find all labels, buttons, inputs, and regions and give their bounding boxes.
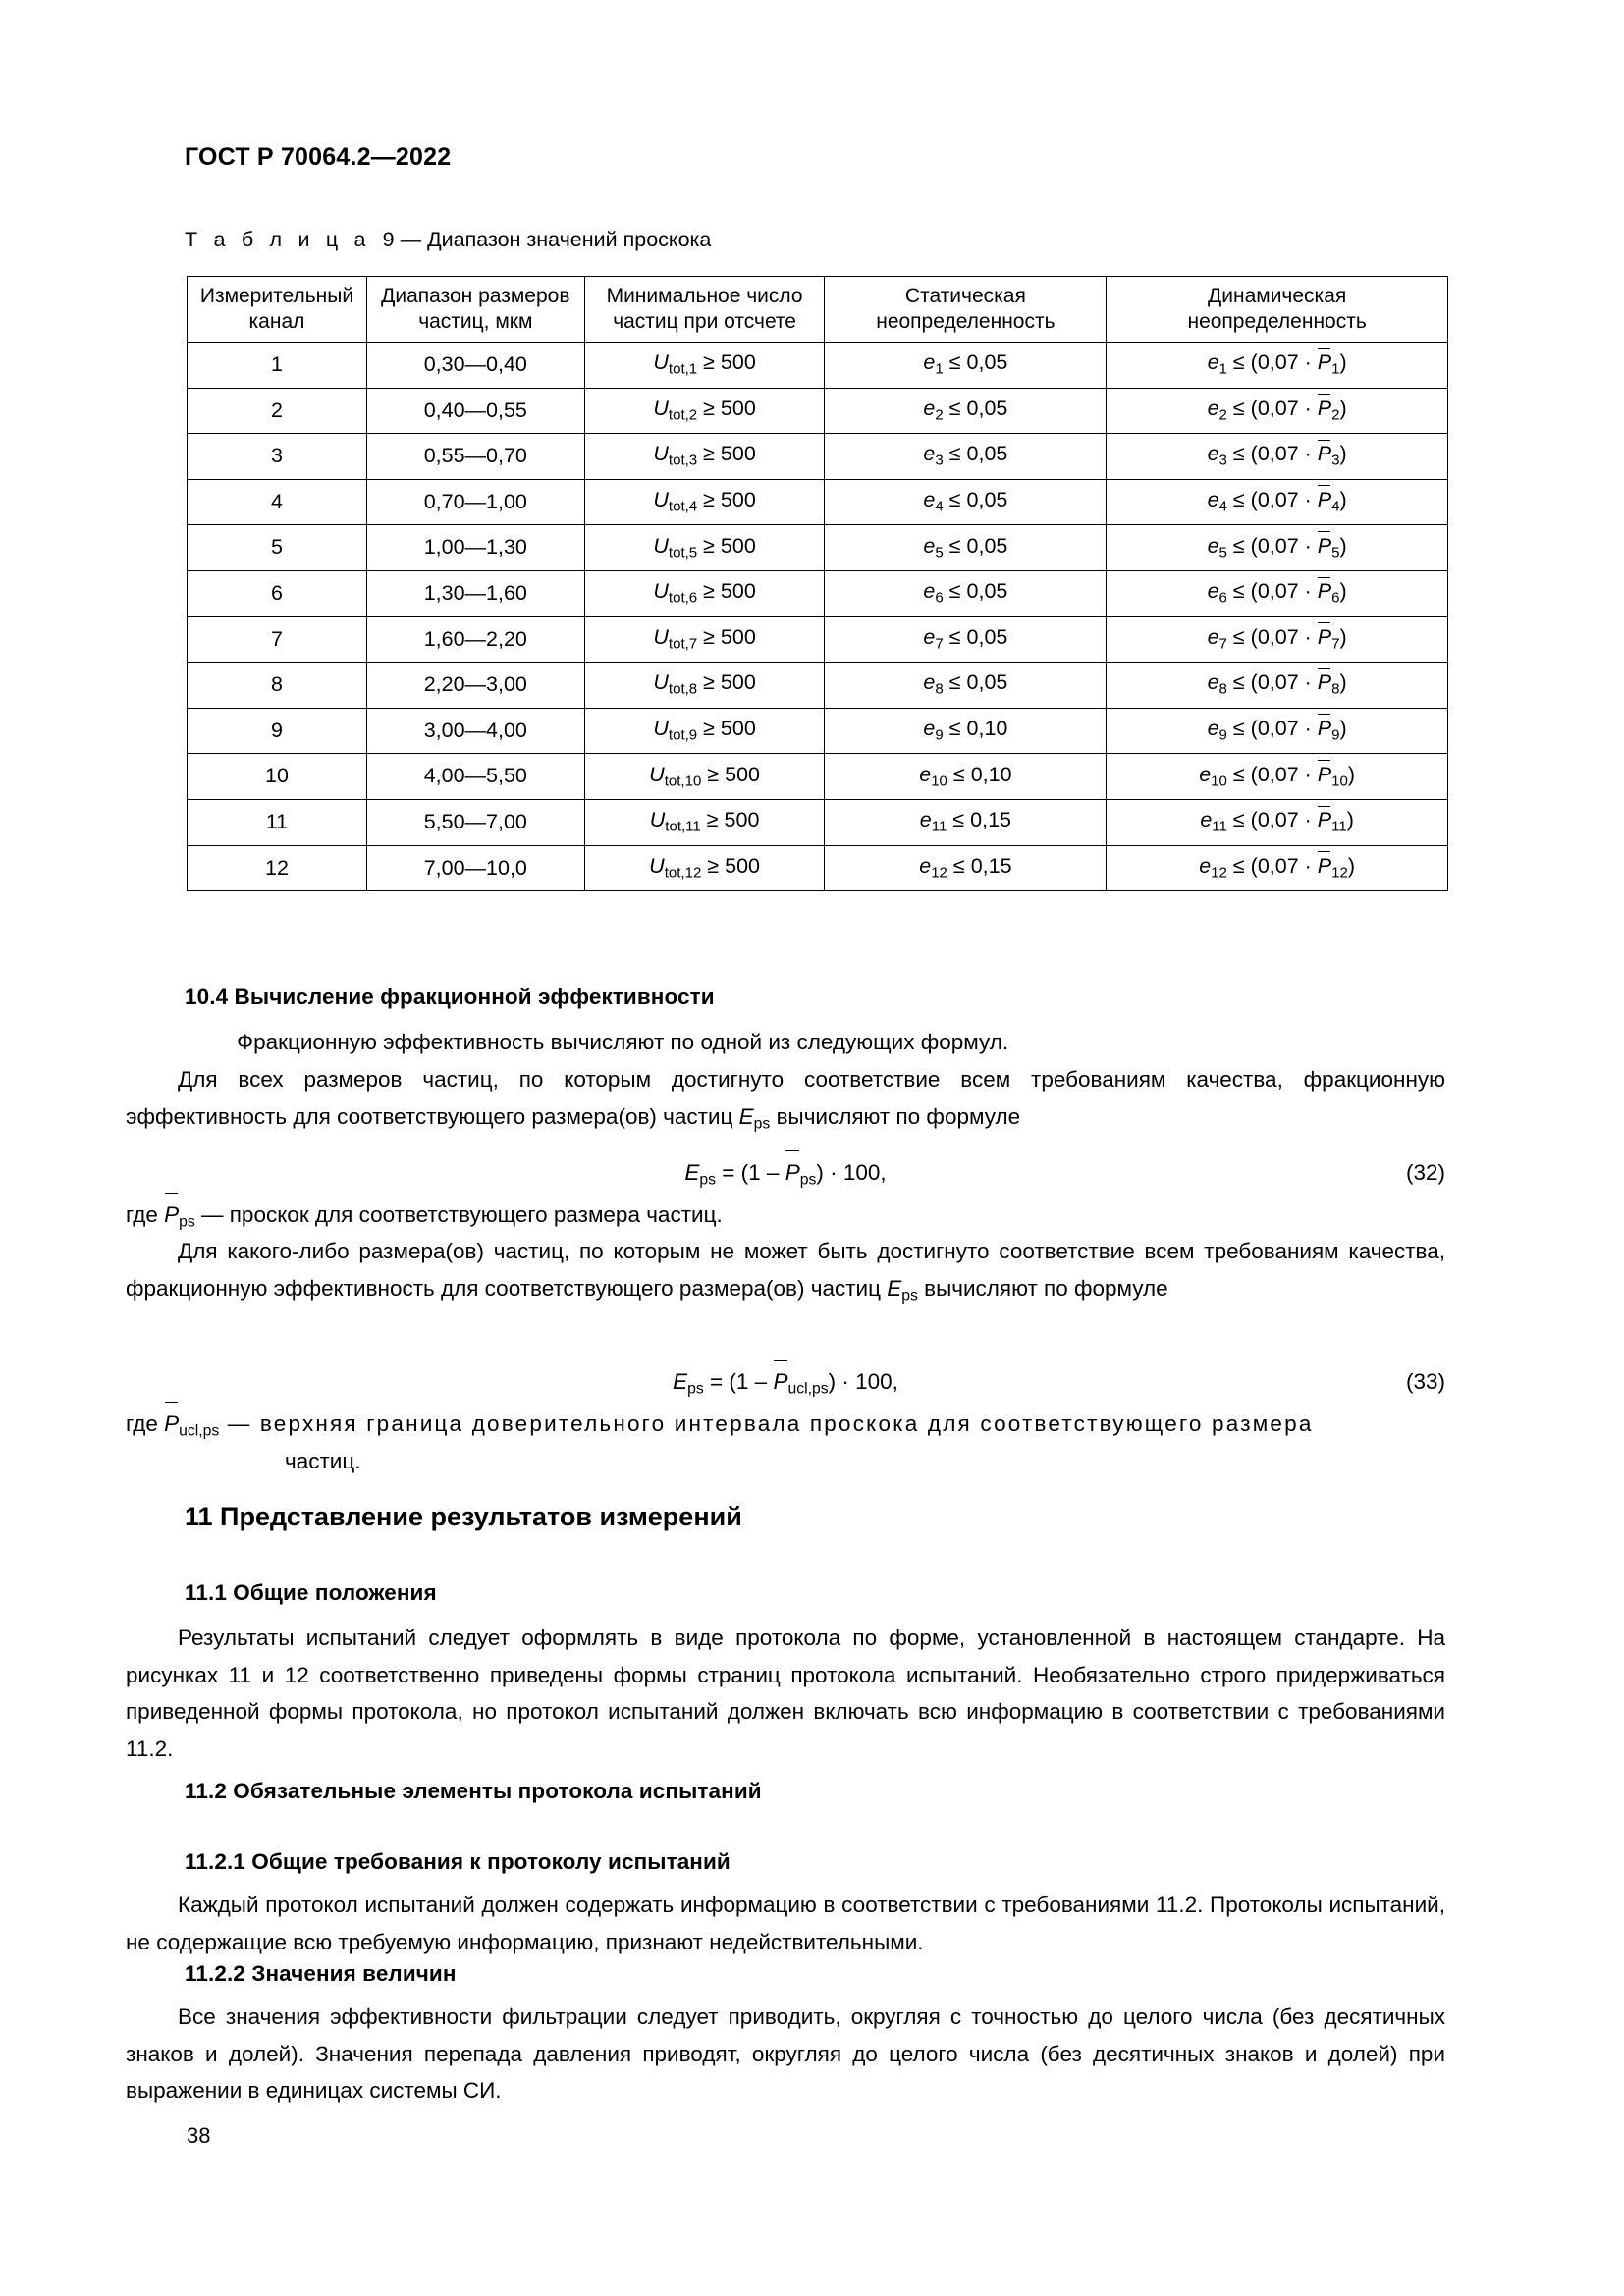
- cell-dynamic-uncertainty: $e_{11} \le (0,07 \cdot P_{11})$: [1107, 799, 1448, 845]
- cell-static-uncertainty: $e_8 \le 0,05$: [825, 663, 1107, 709]
- cell-min-count: $U_{tot,6} \ge 500$: [584, 570, 825, 616]
- cell-min-count: $U_{tot,12} \ge 500$: [584, 845, 825, 891]
- cell-static-uncertainty: $e_7 \le 0,05$: [825, 616, 1107, 663]
- heading-11-2: 11.2 Обязательные элементы протокола испытаний: [185, 1779, 762, 1803]
- cell-dynamic-uncertainty: $e_7 \le (0,07 \cdot P_7)$: [1107, 616, 1448, 663]
- cell-size-range: 0,55—0,70: [366, 434, 584, 480]
- cell-min-count: $U_{tot,4} \ge 500$: [584, 479, 825, 525]
- table-caption-label: Т а б л и ц а: [185, 228, 371, 251]
- p-bar-ucl-ps-where: P: [164, 1406, 179, 1443]
- table-row: [188, 845, 1448, 891]
- cell-min-count: $U_{tot,1} \ge 500$: [584, 343, 825, 389]
- table-caption-number: 9: [382, 228, 395, 251]
- p-bar-ps-where: P: [164, 1197, 179, 1234]
- cell-dynamic-uncertainty: $e_1 \le (0,07 \cdot P_1)$: [1107, 343, 1448, 389]
- cell-static-uncertainty: $e_{10} \le 0,10$: [825, 754, 1107, 800]
- cell-size-range: 5,50—7,00: [366, 799, 584, 845]
- column-header-channel: Измерительный канал: [188, 277, 367, 343]
- cell-channel: 4: [188, 479, 367, 525]
- paragraph-10-4-2: Для всех размеров частиц, по которым достигнуто соответствие всем требованиям качества, фракционную эффективность для соответствующего размера(ов) частиц $E_{ps}$ вычисляют по формуле: [126, 1067, 1445, 1133]
- cell-channel: 11: [188, 799, 367, 845]
- table-row: [188, 616, 1448, 663]
- cell-channel: 6: [188, 570, 367, 616]
- cell-channel: 3: [188, 434, 367, 480]
- cell-static-uncertainty: $e_3 \le 0,05$: [825, 434, 1107, 480]
- table-body: [188, 343, 1448, 891]
- formula-33-number: (33): [1405, 1369, 1445, 1394]
- cell-size-range: 1,60—2,20: [366, 616, 584, 663]
- cell-channel: 9: [188, 708, 367, 754]
- cell-static-uncertainty: $e_9 \le 0,10$: [825, 708, 1107, 754]
- cell-size-range: 0,30—0,40: [366, 343, 584, 389]
- cell-dynamic-uncertainty: $e_8 \le (0,07 \cdot P_8)$: [1107, 663, 1448, 709]
- heading-10-4: 10.4 Вычисление фракционной эффективности: [185, 985, 715, 1009]
- paragraph-10-4-1: Фракционную эффективность вычисляют по одной из следующих формул.: [237, 1030, 1009, 1054]
- heading-11-1: 11.1 Общие положения: [185, 1580, 437, 1605]
- cell-dynamic-uncertainty: $e_5 \le (0,07 \cdot P_5)$: [1107, 525, 1448, 571]
- cell-channel: 7: [188, 616, 367, 663]
- table-row: [188, 708, 1448, 754]
- formula-32-number: (32): [1405, 1160, 1445, 1185]
- cell-min-count: $U_{tot,2} \ge 500$: [584, 388, 825, 434]
- table-row: [188, 754, 1448, 800]
- cell-size-range: 7,00—10,0: [366, 845, 584, 891]
- cell-static-uncertainty: $e_4 \le 0,05$: [825, 479, 1107, 525]
- paragraph-11-2-1: Каждый протокол испытаний должен содержать информацию в соответствии с требованиями 11.2. Протоколы испытаний, не содержащие всю требуемую информацию, признают недействительными.: [126, 1893, 1445, 1954]
- formula-33: $E_{ps} = (1 - P_{ucl,ps}) \cdot 100$, (33): [126, 1363, 1445, 1408]
- cell-min-count: $U_{tot,9} \ge 500$: [584, 708, 825, 754]
- p-bar-ps: P: [785, 1154, 800, 1192]
- column-header-size-range: Диапазон размеров частиц, мкм: [366, 277, 584, 343]
- cell-min-count: $U_{tot,8} \ge 500$: [584, 663, 825, 709]
- cell-min-count: $U_{tot,5} \ge 500$: [584, 525, 825, 571]
- cell-dynamic-uncertainty: $e_6 \le (0,07 \cdot P_6)$: [1107, 570, 1448, 616]
- heading-11-2-2: 11.2.2 Значения величин: [185, 1961, 457, 1986]
- paragraph-11-1: Результаты испытаний следует оформлять в виде протокола по форме, установленной в настоящем стандарте. На рисунках 11 и 12 соответственно приведены формы страниц протокола испытаний. Необязательно строго придерживаться приведенной формы протокола, но протокол испытаний должен включать всю информацию в соответствии с требованиями 11.2.: [126, 1626, 1445, 1761]
- cell-static-uncertainty: $e_5 \le 0,05$: [825, 525, 1107, 571]
- table-caption-dash: —: [400, 228, 422, 251]
- running-head: ГОСТ Р 70064.2—2022: [185, 143, 452, 171]
- cell-channel: 2: [188, 388, 367, 434]
- formula-32: $E_{ps} = (1 - P_{ps}) \cdot 100$, (32): [126, 1154, 1445, 1199]
- table-row: [188, 525, 1448, 571]
- cell-channel: 1: [188, 343, 367, 389]
- table-caption: [185, 228, 711, 252]
- cell-dynamic-uncertainty: $e_4 \le (0,07 \cdot P_4)$: [1107, 479, 1448, 525]
- cell-channel: 12: [188, 845, 367, 891]
- where-clause-32: где $P_{ps}$ — проскок для соответствующего размера частиц.: [126, 1197, 1445, 1241]
- cell-min-count: $U_{tot,7} \ge 500$: [584, 616, 825, 663]
- heading-11-2-1: 11.2.1 Общие требования к протоколу испытаний: [185, 1849, 731, 1874]
- table-caption-title: Диапазон значений проскока: [427, 228, 712, 251]
- where-clause-33: где $P_{ucl,ps}$ — верхняя граница доверительного интервала проскока для соответствующего размера: [126, 1406, 1445, 1450]
- cell-static-uncertainty: $e_1 \le 0,05$: [825, 343, 1107, 389]
- column-header-static-uncertainty: Статическая неопределенность: [825, 277, 1107, 343]
- cell-static-uncertainty: $e_{12} \le 0,15$: [825, 845, 1107, 891]
- cell-static-uncertainty: $e_6 \le 0,05$: [825, 570, 1107, 616]
- table-row: [188, 663, 1448, 709]
- cell-dynamic-uncertainty: $e_3 \le (0,07 \cdot P_3)$: [1107, 434, 1448, 480]
- table-header-row: [188, 277, 1448, 343]
- cell-dynamic-uncertainty: $e_9 \le (0,07 \cdot P_9)$: [1107, 708, 1448, 754]
- table-row: [188, 343, 1448, 389]
- table-row: [188, 799, 1448, 845]
- where-clause-33-line2: частиц.: [285, 1449, 361, 1473]
- table-row: [188, 479, 1448, 525]
- table-9: [187, 276, 1448, 891]
- paragraph-11-2-2: Все значения эффективности фильтрации следует приводить, округляя с точностью до целого числа (без десятичных знаков и долей). Значения перепада давления приводят, округляя до целого числа (без десятичных знаков и долей) при выражении в единицах системы СИ.: [126, 2004, 1445, 2104]
- cell-channel: 10: [188, 754, 367, 800]
- table-row: [188, 388, 1448, 434]
- cell-min-count: $U_{tot,11} \ge 500$: [584, 799, 825, 845]
- cell-size-range: 0,70—1,00: [366, 479, 584, 525]
- cell-min-count: $U_{tot,3} \ge 500$: [584, 434, 825, 480]
- paragraph-10-4-3: Для какого-либо размера(ов) частиц, по которым не может быть достигнуто соответствие всем требованиям качества, фракционную эффективность для соответствующего размера(ов) частиц $E_{ps}$ вычисляют по формуле: [126, 1239, 1445, 1305]
- table-row: [188, 434, 1448, 480]
- cell-static-uncertainty: $e_2 \le 0,05$: [825, 388, 1107, 434]
- table-row: [188, 570, 1448, 616]
- cell-static-uncertainty: $e_{11} \le 0,15$: [825, 799, 1107, 845]
- cell-size-range: 3,00—4,00: [366, 708, 584, 754]
- cell-size-range: 0,40—0,55: [366, 388, 584, 434]
- p-bar-ucl-ps: P: [773, 1363, 787, 1401]
- column-header-dynamic-uncertainty: Динамическая неопределенность: [1107, 277, 1448, 343]
- column-header-min-count: Минимальное число частиц при отсчете: [584, 277, 825, 343]
- cell-channel: 5: [188, 525, 367, 571]
- heading-11: 11 Представление результатов измерений: [185, 1502, 742, 1531]
- page-number: 38: [187, 2123, 211, 2148]
- cell-channel: 8: [188, 663, 367, 709]
- cell-dynamic-uncertainty: $e_{10} \le (0,07 \cdot P_{10})$: [1107, 754, 1448, 800]
- cell-dynamic-uncertainty: $e_2 \le (0,07 \cdot P_2)$: [1107, 388, 1448, 434]
- cell-dynamic-uncertainty: $e_{12} \le (0,07 \cdot P_{12})$: [1107, 845, 1448, 891]
- cell-size-range: 4,00—5,50: [366, 754, 584, 800]
- cell-min-count: $U_{tot,10} \ge 500$: [584, 754, 825, 800]
- cell-size-range: 1,30—1,60: [366, 570, 584, 616]
- cell-size-range: 2,20—3,00: [366, 663, 584, 709]
- cell-size-range: 1,00—1,30: [366, 525, 584, 571]
